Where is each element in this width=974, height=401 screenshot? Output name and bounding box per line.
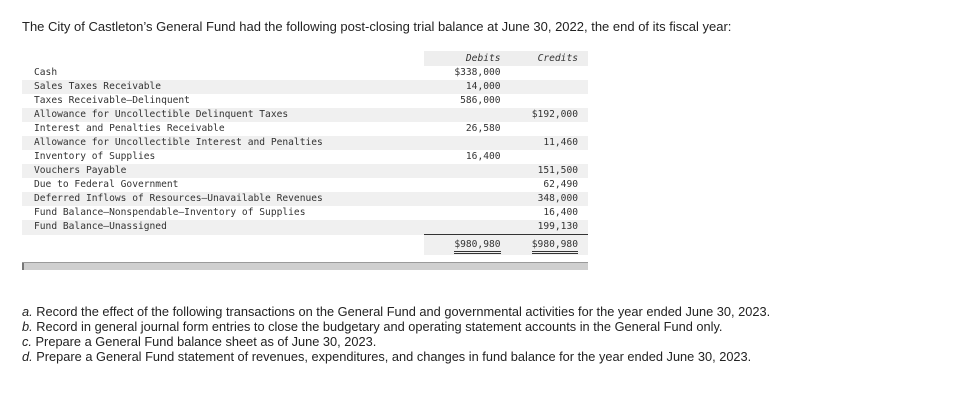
task-list [22, 304, 770, 364]
credit-value: $192,000 [507, 108, 588, 122]
account-name: Allowance for Uncollectible Interest and Penalties [22, 136, 424, 150]
debit-value [424, 178, 507, 192]
account-name: Cash [22, 66, 424, 80]
account-name: Fund Balance—Unassigned [22, 220, 424, 235]
credit-value: 199,130 [507, 220, 588, 235]
intro-text: The City of Castleton’s General Fund had the following post-closing trial balance at June 30, 2022, the end of its fiscal year: [22, 19, 732, 34]
credits-header: Credits [507, 51, 588, 66]
total-debit-value: $980,980 [454, 239, 500, 254]
task-letter: d. [22, 349, 33, 364]
account-name: Taxes Receivable—Delinquent [22, 94, 424, 108]
credit-value: 16,400 [507, 206, 588, 220]
account-name: Sales Taxes Receivable [22, 80, 424, 94]
credit-value: 11,460 [507, 136, 588, 150]
debit-value: 586,000 [424, 94, 507, 108]
table-row [22, 122, 588, 136]
task-item [22, 319, 770, 334]
trial-balance-table [22, 51, 588, 255]
table-row [22, 220, 588, 235]
task-text: Prepare a General Fund statement of revenues, expenditures, and changes in fund balance for the year ended June 30, 2023. [32, 349, 752, 364]
total-debit [424, 235, 507, 256]
debit-value: 14,000 [424, 80, 507, 94]
total-credit-value: $980,980 [532, 239, 578, 254]
table-row [22, 206, 588, 220]
credit-value [507, 80, 588, 94]
totals-label [22, 235, 424, 256]
debit-value [424, 206, 507, 220]
account-name: Allowance for Uncollectible Delinquent Taxes [22, 108, 424, 122]
credit-value [507, 94, 588, 108]
scrollbar-edge [22, 263, 24, 270]
task-letter: a. [22, 304, 33, 319]
debit-value: 16,400 [424, 150, 507, 164]
debit-value [424, 164, 507, 178]
task-text: Prepare a General Fund balance sheet as of June 30, 2023. [31, 334, 377, 349]
account-name: Vouchers Payable [22, 164, 424, 178]
table-row [22, 164, 588, 178]
account-name: Due to Federal Government [22, 178, 424, 192]
task-text: Record the effect of the following transactions on the General Fund and governmental activities for the year ended June 30, 2023. [32, 304, 771, 319]
table-row [22, 108, 588, 122]
debit-value: 26,580 [424, 122, 507, 136]
account-name: Interest and Penalties Receivable [22, 122, 424, 136]
debit-value [424, 192, 507, 206]
task-item [22, 334, 770, 349]
task-item [22, 304, 770, 319]
task-item [22, 349, 770, 364]
task-letter: b. [22, 319, 33, 334]
table-row [22, 66, 588, 80]
total-credit [507, 235, 588, 256]
table-row [22, 136, 588, 150]
credit-value [507, 150, 588, 164]
account-name: Fund Balance—Nonspendable—Inventory of Supplies [22, 206, 424, 220]
task-text: Record in general journal form entries to close the budgetary and operating statement accounts in the General Fund only. [32, 319, 723, 334]
table-header-row [22, 51, 588, 66]
task-letter: c. [22, 334, 32, 349]
credit-value: 348,000 [507, 192, 588, 206]
account-name: Inventory of Supplies [22, 150, 424, 164]
totals-row [22, 235, 588, 256]
horizontal-scrollbar[interactable] [22, 262, 588, 270]
table-row [22, 80, 588, 94]
account-header [22, 51, 424, 66]
account-name: Deferred Inflows of Resources—Unavailable Revenues [22, 192, 424, 206]
debit-value [424, 136, 507, 150]
debit-value [424, 108, 507, 122]
table-row [22, 150, 588, 164]
debit-value: $338,000 [424, 66, 507, 80]
table-row [22, 178, 588, 192]
credit-value [507, 122, 588, 136]
credit-value [507, 66, 588, 80]
debits-header: Debits [424, 51, 507, 66]
debit-value [424, 220, 507, 235]
credit-value: 151,500 [507, 164, 588, 178]
table-row [22, 94, 588, 108]
credit-value: 62,490 [507, 178, 588, 192]
table-row [22, 192, 588, 206]
